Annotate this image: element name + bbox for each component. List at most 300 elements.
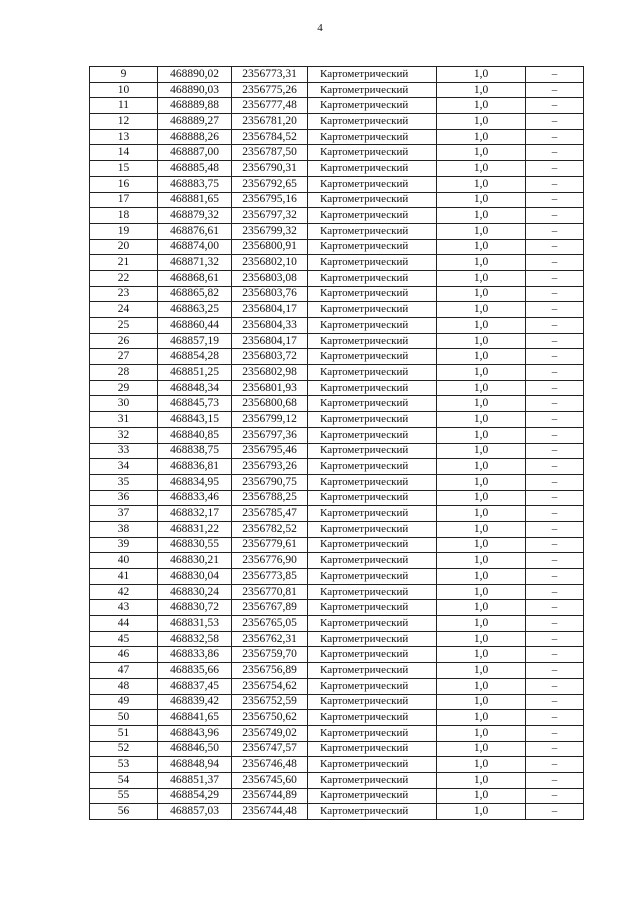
description-cell: – — [526, 349, 584, 365]
description-cell: – — [526, 161, 584, 177]
x-coordinate-cell: 468843,96 — [158, 725, 232, 741]
x-coordinate-cell: 468851,25 — [158, 365, 232, 381]
accuracy-cell: 1,0 — [437, 129, 526, 145]
description-cell: – — [526, 82, 584, 98]
y-coordinate-cell: 2356781,20 — [232, 114, 308, 130]
table-row — [90, 365, 584, 381]
y-coordinate-cell: 2356776,90 — [232, 553, 308, 569]
method-cell: Картометрический — [308, 302, 437, 318]
table-row — [90, 208, 584, 224]
table-row — [90, 98, 584, 114]
y-coordinate-cell: 2356800,91 — [232, 239, 308, 255]
x-coordinate-cell: 468854,29 — [158, 788, 232, 804]
method-cell: Картометрический — [308, 474, 437, 490]
table-row — [90, 396, 584, 412]
point-number-cell: 31 — [90, 412, 158, 428]
method-cell: Картометрический — [308, 772, 437, 788]
accuracy-cell: 1,0 — [437, 67, 526, 83]
method-cell: Картометрический — [308, 239, 437, 255]
accuracy-cell: 1,0 — [437, 302, 526, 318]
accuracy-cell: 1,0 — [437, 145, 526, 161]
table-row — [90, 710, 584, 726]
accuracy-cell: 1,0 — [437, 506, 526, 522]
x-coordinate-cell: 468846,50 — [158, 741, 232, 757]
method-cell: Картометрический — [308, 67, 437, 83]
coordinates-table — [89, 66, 584, 820]
point-number-cell: 32 — [90, 427, 158, 443]
y-coordinate-cell: 2356795,46 — [232, 443, 308, 459]
method-cell: Картометрический — [308, 521, 437, 537]
point-number-cell: 18 — [90, 208, 158, 224]
x-coordinate-cell: 468889,88 — [158, 98, 232, 114]
accuracy-cell: 1,0 — [437, 208, 526, 224]
y-coordinate-cell: 2356788,25 — [232, 490, 308, 506]
x-coordinate-cell: 468857,03 — [158, 804, 232, 820]
method-cell: Картометрический — [308, 647, 437, 663]
method-cell: Картометрический — [308, 553, 437, 569]
point-number-cell: 25 — [90, 318, 158, 334]
point-number-cell: 24 — [90, 302, 158, 318]
point-number-cell: 30 — [90, 396, 158, 412]
accuracy-cell: 1,0 — [437, 788, 526, 804]
description-cell: – — [526, 631, 584, 647]
y-coordinate-cell: 2356784,52 — [232, 129, 308, 145]
description-cell: – — [526, 67, 584, 83]
description-cell: – — [526, 788, 584, 804]
description-cell: – — [526, 302, 584, 318]
description-cell: – — [526, 600, 584, 616]
point-number-cell: 44 — [90, 616, 158, 632]
point-number-cell: 14 — [90, 145, 158, 161]
table-row — [90, 192, 584, 208]
method-cell: Картометрический — [308, 584, 437, 600]
point-number-cell: 16 — [90, 176, 158, 192]
y-coordinate-cell: 2356747,57 — [232, 741, 308, 757]
description-cell: – — [526, 176, 584, 192]
x-coordinate-cell: 468830,04 — [158, 569, 232, 585]
description-cell: – — [526, 396, 584, 412]
accuracy-cell: 1,0 — [437, 616, 526, 632]
x-coordinate-cell: 468843,15 — [158, 412, 232, 428]
table-row — [90, 537, 584, 553]
method-cell: Картометрический — [308, 663, 437, 679]
description-cell: – — [526, 757, 584, 773]
y-coordinate-cell: 2356779,61 — [232, 537, 308, 553]
description-cell: – — [526, 318, 584, 334]
accuracy-cell: 1,0 — [437, 365, 526, 381]
accuracy-cell: 1,0 — [437, 772, 526, 788]
point-number-cell: 28 — [90, 365, 158, 381]
method-cell: Картометрический — [308, 318, 437, 334]
method-cell: Картометрический — [308, 145, 437, 161]
accuracy-cell: 1,0 — [437, 161, 526, 177]
method-cell: Картометрический — [308, 82, 437, 98]
point-number-cell: 47 — [90, 663, 158, 679]
x-coordinate-cell: 468865,82 — [158, 286, 232, 302]
table-body — [90, 67, 584, 820]
table-row — [90, 804, 584, 820]
description-cell: – — [526, 129, 584, 145]
description-cell: – — [526, 114, 584, 130]
x-coordinate-cell: 468890,02 — [158, 67, 232, 83]
point-number-cell: 37 — [90, 506, 158, 522]
accuracy-cell: 1,0 — [437, 757, 526, 773]
table-row — [90, 490, 584, 506]
x-coordinate-cell: 468830,21 — [158, 553, 232, 569]
description-cell: – — [526, 427, 584, 443]
x-coordinate-cell: 468876,61 — [158, 223, 232, 239]
table-row — [90, 757, 584, 773]
table-row — [90, 380, 584, 396]
method-cell: Картометрический — [308, 804, 437, 820]
point-number-cell: 48 — [90, 678, 158, 694]
method-cell: Картометрический — [308, 396, 437, 412]
method-cell: Картометрический — [308, 270, 437, 286]
y-coordinate-cell: 2356797,32 — [232, 208, 308, 224]
table-row — [90, 631, 584, 647]
accuracy-cell: 1,0 — [437, 694, 526, 710]
accuracy-cell: 1,0 — [437, 114, 526, 130]
y-coordinate-cell: 2356802,10 — [232, 255, 308, 271]
point-number-cell: 38 — [90, 521, 158, 537]
y-coordinate-cell: 2356800,68 — [232, 396, 308, 412]
y-coordinate-cell: 2356745,60 — [232, 772, 308, 788]
point-number-cell: 15 — [90, 161, 158, 177]
accuracy-cell: 1,0 — [437, 600, 526, 616]
method-cell: Картометрический — [308, 725, 437, 741]
method-cell: Картометрический — [308, 176, 437, 192]
point-number-cell: 11 — [90, 98, 158, 114]
accuracy-cell: 1,0 — [437, 176, 526, 192]
x-coordinate-cell: 468857,19 — [158, 333, 232, 349]
point-number-cell: 42 — [90, 584, 158, 600]
description-cell: – — [526, 553, 584, 569]
point-number-cell: 13 — [90, 129, 158, 145]
accuracy-cell: 1,0 — [437, 239, 526, 255]
y-coordinate-cell: 2356795,16 — [232, 192, 308, 208]
y-coordinate-cell: 2356790,31 — [232, 161, 308, 177]
accuracy-cell: 1,0 — [437, 255, 526, 271]
x-coordinate-cell: 468863,25 — [158, 302, 232, 318]
method-cell: Картометрический — [308, 129, 437, 145]
description-cell: – — [526, 537, 584, 553]
method-cell: Картометрический — [308, 349, 437, 365]
y-coordinate-cell: 2356767,89 — [232, 600, 308, 616]
table-row — [90, 616, 584, 632]
accuracy-cell: 1,0 — [437, 192, 526, 208]
point-number-cell: 36 — [90, 490, 158, 506]
y-coordinate-cell: 2356803,72 — [232, 349, 308, 365]
x-coordinate-cell: 468879,32 — [158, 208, 232, 224]
description-cell: – — [526, 616, 584, 632]
point-number-cell: 41 — [90, 569, 158, 585]
method-cell: Картометрический — [308, 161, 437, 177]
table-row — [90, 772, 584, 788]
table-row — [90, 584, 584, 600]
table-row — [90, 459, 584, 475]
description-cell: – — [526, 223, 584, 239]
table-row — [90, 114, 584, 130]
x-coordinate-cell: 468836,81 — [158, 459, 232, 475]
y-coordinate-cell: 2356790,75 — [232, 474, 308, 490]
accuracy-cell: 1,0 — [437, 490, 526, 506]
accuracy-cell: 1,0 — [437, 396, 526, 412]
method-cell: Картометрический — [308, 192, 437, 208]
table-row — [90, 694, 584, 710]
y-coordinate-cell: 2356792,65 — [232, 176, 308, 192]
table-row — [90, 82, 584, 98]
table-row — [90, 239, 584, 255]
y-coordinate-cell: 2356801,93 — [232, 380, 308, 396]
method-cell: Картометрический — [308, 631, 437, 647]
x-coordinate-cell: 468833,86 — [158, 647, 232, 663]
accuracy-cell: 1,0 — [437, 741, 526, 757]
x-coordinate-cell: 468889,27 — [158, 114, 232, 130]
x-coordinate-cell: 468830,24 — [158, 584, 232, 600]
table-row — [90, 427, 584, 443]
description-cell: – — [526, 710, 584, 726]
table-row — [90, 145, 584, 161]
table-row — [90, 788, 584, 804]
y-coordinate-cell: 2356785,47 — [232, 506, 308, 522]
description-cell: – — [526, 365, 584, 381]
method-cell: Картометрический — [308, 694, 437, 710]
y-coordinate-cell: 2356744,89 — [232, 788, 308, 804]
accuracy-cell: 1,0 — [437, 474, 526, 490]
point-number-cell: 40 — [90, 553, 158, 569]
table-row — [90, 270, 584, 286]
description-cell: – — [526, 741, 584, 757]
table-row — [90, 553, 584, 569]
point-number-cell: 50 — [90, 710, 158, 726]
point-number-cell: 29 — [90, 380, 158, 396]
table-row — [90, 725, 584, 741]
method-cell: Картометрический — [308, 365, 437, 381]
accuracy-cell: 1,0 — [437, 333, 526, 349]
x-coordinate-cell: 468887,00 — [158, 145, 232, 161]
accuracy-cell: 1,0 — [437, 647, 526, 663]
description-cell: – — [526, 694, 584, 710]
method-cell: Картометрический — [308, 459, 437, 475]
y-coordinate-cell: 2356765,05 — [232, 616, 308, 632]
table-row — [90, 678, 584, 694]
y-coordinate-cell: 2356793,26 — [232, 459, 308, 475]
description-cell: – — [526, 98, 584, 114]
method-cell: Картометрический — [308, 490, 437, 506]
point-number-cell: 34 — [90, 459, 158, 475]
y-coordinate-cell: 2356804,17 — [232, 302, 308, 318]
y-coordinate-cell: 2356803,08 — [232, 270, 308, 286]
accuracy-cell: 1,0 — [437, 412, 526, 428]
y-coordinate-cell: 2356775,26 — [232, 82, 308, 98]
method-cell: Картометрический — [308, 569, 437, 585]
x-coordinate-cell: 468848,34 — [158, 380, 232, 396]
accuracy-cell: 1,0 — [437, 553, 526, 569]
x-coordinate-cell: 468840,85 — [158, 427, 232, 443]
table-row — [90, 161, 584, 177]
point-number-cell: 54 — [90, 772, 158, 788]
method-cell: Картометрический — [308, 427, 437, 443]
description-cell: – — [526, 286, 584, 302]
accuracy-cell: 1,0 — [437, 521, 526, 537]
y-coordinate-cell: 2356777,48 — [232, 98, 308, 114]
point-number-cell: 55 — [90, 788, 158, 804]
description-cell: – — [526, 239, 584, 255]
accuracy-cell: 1,0 — [437, 459, 526, 475]
x-coordinate-cell: 468888,26 — [158, 129, 232, 145]
x-coordinate-cell: 468831,53 — [158, 616, 232, 632]
x-coordinate-cell: 468868,61 — [158, 270, 232, 286]
x-coordinate-cell: 468832,17 — [158, 506, 232, 522]
x-coordinate-cell: 468883,75 — [158, 176, 232, 192]
description-cell: – — [526, 506, 584, 522]
point-number-cell: 20 — [90, 239, 158, 255]
x-coordinate-cell: 468833,46 — [158, 490, 232, 506]
point-number-cell: 35 — [90, 474, 158, 490]
x-coordinate-cell: 468830,55 — [158, 537, 232, 553]
accuracy-cell: 1,0 — [437, 537, 526, 553]
description-cell: – — [526, 443, 584, 459]
method-cell: Картометрический — [308, 255, 437, 271]
x-coordinate-cell: 468835,66 — [158, 663, 232, 679]
point-number-cell: 21 — [90, 255, 158, 271]
table-row — [90, 443, 584, 459]
accuracy-cell: 1,0 — [437, 270, 526, 286]
description-cell: – — [526, 459, 584, 475]
method-cell: Картометрический — [308, 98, 437, 114]
y-coordinate-cell: 2356752,59 — [232, 694, 308, 710]
description-cell: – — [526, 490, 584, 506]
method-cell: Картометрический — [308, 333, 437, 349]
table-row — [90, 176, 584, 192]
description-cell: – — [526, 255, 584, 271]
accuracy-cell: 1,0 — [437, 804, 526, 820]
accuracy-cell: 1,0 — [437, 82, 526, 98]
accuracy-cell: 1,0 — [437, 443, 526, 459]
accuracy-cell: 1,0 — [437, 584, 526, 600]
accuracy-cell: 1,0 — [437, 725, 526, 741]
table-row — [90, 600, 584, 616]
method-cell: Картометрический — [308, 380, 437, 396]
x-coordinate-cell: 468885,48 — [158, 161, 232, 177]
description-cell: – — [526, 569, 584, 585]
point-number-cell: 45 — [90, 631, 158, 647]
x-coordinate-cell: 468851,37 — [158, 772, 232, 788]
method-cell: Картометрический — [308, 286, 437, 302]
accuracy-cell: 1,0 — [437, 223, 526, 239]
point-number-cell: 56 — [90, 804, 158, 820]
x-coordinate-cell: 468845,73 — [158, 396, 232, 412]
description-cell: – — [526, 804, 584, 820]
x-coordinate-cell: 468832,58 — [158, 631, 232, 647]
point-number-cell: 51 — [90, 725, 158, 741]
x-coordinate-cell: 468854,28 — [158, 349, 232, 365]
description-cell: – — [526, 208, 584, 224]
point-number-cell: 53 — [90, 757, 158, 773]
method-cell: Картометрический — [308, 741, 437, 757]
point-number-cell: 52 — [90, 741, 158, 757]
point-number-cell: 27 — [90, 349, 158, 365]
point-number-cell: 43 — [90, 600, 158, 616]
description-cell: – — [526, 678, 584, 694]
x-coordinate-cell: 468890,03 — [158, 82, 232, 98]
y-coordinate-cell: 2356756,89 — [232, 663, 308, 679]
point-number-cell: 39 — [90, 537, 158, 553]
y-coordinate-cell: 2356749,02 — [232, 725, 308, 741]
table-row — [90, 67, 584, 83]
y-coordinate-cell: 2356782,52 — [232, 521, 308, 537]
x-coordinate-cell: 468874,00 — [158, 239, 232, 255]
method-cell: Картометрический — [308, 114, 437, 130]
method-cell: Картометрический — [308, 616, 437, 632]
accuracy-cell: 1,0 — [437, 678, 526, 694]
y-coordinate-cell: 2356804,33 — [232, 318, 308, 334]
y-coordinate-cell: 2356799,32 — [232, 223, 308, 239]
y-coordinate-cell: 2356773,85 — [232, 569, 308, 585]
method-cell: Картометрический — [308, 757, 437, 773]
table-row — [90, 506, 584, 522]
method-cell: Картометрический — [308, 600, 437, 616]
accuracy-cell: 1,0 — [437, 663, 526, 679]
description-cell: – — [526, 412, 584, 428]
description-cell: – — [526, 521, 584, 537]
method-cell: Картометрический — [308, 412, 437, 428]
y-coordinate-cell: 2356804,17 — [232, 333, 308, 349]
table-row — [90, 318, 584, 334]
method-cell: Картометрический — [308, 788, 437, 804]
method-cell: Картометрический — [308, 710, 437, 726]
y-coordinate-cell: 2356762,31 — [232, 631, 308, 647]
point-number-cell: 23 — [90, 286, 158, 302]
y-coordinate-cell: 2356787,50 — [232, 145, 308, 161]
description-cell: – — [526, 474, 584, 490]
y-coordinate-cell: 2356754,62 — [232, 678, 308, 694]
accuracy-cell: 1,0 — [437, 98, 526, 114]
table-row — [90, 647, 584, 663]
y-coordinate-cell: 2356744,48 — [232, 804, 308, 820]
table-row — [90, 521, 584, 537]
accuracy-cell: 1,0 — [437, 349, 526, 365]
table-row — [90, 349, 584, 365]
y-coordinate-cell: 2356773,31 — [232, 67, 308, 83]
description-cell: – — [526, 145, 584, 161]
y-coordinate-cell: 2356750,62 — [232, 710, 308, 726]
description-cell: – — [526, 647, 584, 663]
description-cell: – — [526, 270, 584, 286]
x-coordinate-cell: 468839,42 — [158, 694, 232, 710]
accuracy-cell: 1,0 — [437, 380, 526, 396]
x-coordinate-cell: 468838,75 — [158, 443, 232, 459]
table-row — [90, 412, 584, 428]
description-cell: – — [526, 663, 584, 679]
point-number-cell: 26 — [90, 333, 158, 349]
accuracy-cell: 1,0 — [437, 427, 526, 443]
method-cell: Картометрический — [308, 537, 437, 553]
table-row — [90, 663, 584, 679]
table-row — [90, 333, 584, 349]
point-number-cell: 22 — [90, 270, 158, 286]
table-row — [90, 741, 584, 757]
x-coordinate-cell: 468848,94 — [158, 757, 232, 773]
accuracy-cell: 1,0 — [437, 631, 526, 647]
point-number-cell: 12 — [90, 114, 158, 130]
description-cell: – — [526, 333, 584, 349]
point-number-cell: 49 — [90, 694, 158, 710]
description-cell: – — [526, 380, 584, 396]
x-coordinate-cell: 468831,22 — [158, 521, 232, 537]
point-number-cell: 17 — [90, 192, 158, 208]
table-row — [90, 129, 584, 145]
